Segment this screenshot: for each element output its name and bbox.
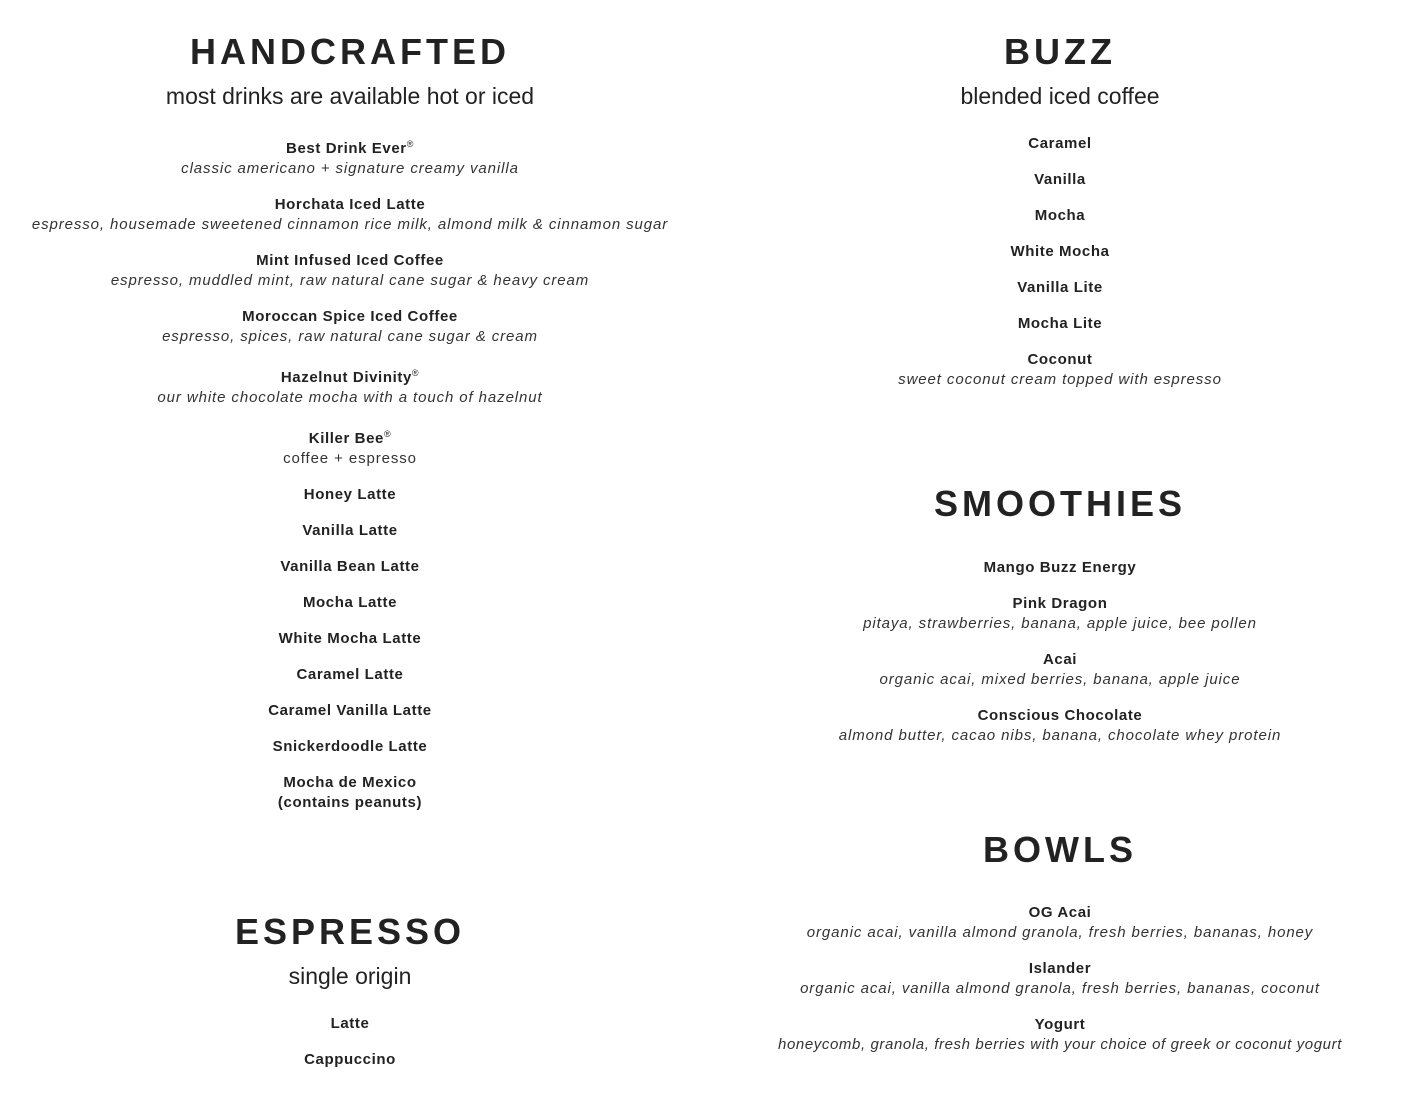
item-name: Conscious Chocolate	[977, 707, 1143, 724]
item-name: White Mocha	[1010, 243, 1110, 260]
item-name: Vanilla Latte	[302, 522, 398, 539]
item-name: Best Drink Ever®	[286, 139, 414, 157]
item-name: OG Acai	[1028, 904, 1092, 921]
smoothies-list	[730, 524, 1390, 762]
buzz-list	[730, 111, 1390, 406]
item-name: Moroccan Spice Iced Coffee	[242, 308, 458, 325]
item-name: Mocha Lite	[1017, 315, 1103, 332]
menu-item	[20, 1014, 680, 1050]
item-name: Coconut	[1027, 351, 1093, 368]
registered-mark: ®	[383, 429, 392, 439]
menu-item	[730, 959, 1390, 1015]
smoothies-section	[730, 484, 1390, 762]
menu-item	[730, 350, 1390, 406]
item-name: Killer Bee®	[308, 429, 392, 447]
item-description: classic americano + signature creamy vanilla	[181, 160, 519, 177]
item-description: espresso, muddled mint, raw natural cane sugar & heavy cream	[110, 272, 590, 289]
item-description: pitaya, strawberries, banana, apple juice, bee pollen	[863, 615, 1257, 632]
item-description: sweet coconut cream topped with espresso	[898, 371, 1222, 388]
menu-item	[20, 251, 680, 307]
menu-item	[20, 737, 680, 773]
item-name: Mint Infused Iced Coffee	[256, 252, 444, 269]
menu-item	[730, 242, 1390, 278]
menu-item	[730, 558, 1390, 594]
handcrafted-section	[20, 32, 680, 829]
smoothies-title: SMOOTHIES	[933, 483, 1187, 524]
item-description: organic acai, vanilla almond granola, fresh berries, bananas, honey	[806, 924, 1314, 941]
menu-item	[20, 521, 680, 557]
menu-item	[20, 701, 680, 737]
handcrafted-title: HANDCRAFTED	[190, 31, 510, 72]
menu-item	[730, 1015, 1390, 1071]
item-description: coffee + espresso	[283, 450, 417, 467]
item-name: Pink Dragon	[1012, 595, 1108, 612]
item-name: Caramel	[1028, 135, 1092, 152]
menu-item	[730, 903, 1390, 959]
menu-item	[730, 206, 1390, 242]
item-name: Islander	[1028, 960, 1092, 977]
item-name: Snickerdoodle Latte	[272, 738, 428, 755]
bowls-title: BOWLS	[983, 829, 1137, 870]
item-description: organic acai, mixed berries, banana, apple juice	[879, 671, 1241, 688]
item-name: Mango Buzz Energy	[983, 559, 1137, 576]
handcrafted-subtitle: most drinks are available hot or iced	[165, 83, 535, 109]
espresso-list	[20, 991, 680, 1086]
menu-item	[20, 629, 680, 665]
menu-item	[20, 1050, 680, 1086]
item-name: Latte	[330, 1015, 370, 1032]
item-note: (contains peanuts)	[277, 794, 423, 811]
espresso-title: ESPRESSO	[234, 911, 466, 952]
menu-item	[730, 170, 1390, 206]
menu-item	[730, 706, 1390, 762]
item-name: Horchata Iced Latte	[274, 196, 426, 213]
menu-item	[20, 307, 680, 363]
menu-item	[20, 557, 680, 593]
menu-item	[20, 195, 680, 251]
espresso-section	[20, 912, 680, 1086]
item-name: Vanilla	[1034, 171, 1086, 188]
item-name: Honey Latte	[303, 486, 397, 503]
buzz-subtitle: blended iced coffee	[960, 83, 1160, 109]
menu-item	[20, 665, 680, 701]
item-name: Yogurt	[1034, 1016, 1086, 1033]
menu-item	[20, 134, 680, 195]
buzz-section	[730, 32, 1390, 406]
bowls-list	[730, 870, 1390, 1071]
item-description: espresso, housemade sweetened cinnamon rice milk, almond milk & cinnamon sugar	[31, 216, 669, 233]
menu-item	[730, 314, 1390, 350]
menu-item	[730, 594, 1390, 650]
handcrafted-list	[20, 111, 680, 829]
item-description: organic acai, vanilla almond granola, fresh berries, bananas, coconut	[800, 980, 1320, 997]
item-name: Acai	[1042, 651, 1078, 668]
espresso-subtitle: single origin	[288, 963, 412, 989]
item-name: Caramel Latte	[296, 666, 404, 683]
item-name: Vanilla Lite	[1017, 279, 1103, 296]
item-description: honeycomb, granola, fresh berries with your choice of greek or coconut yogurt	[778, 1036, 1342, 1053]
item-name: Caramel Vanilla Latte	[268, 702, 432, 719]
menu-item	[20, 363, 680, 424]
item-description: our white chocolate mocha with a touch of hazelnut	[157, 389, 543, 406]
item-description: espresso, spices, raw natural cane sugar & cream	[162, 328, 538, 345]
menu-item	[20, 424, 680, 485]
menu-item	[20, 593, 680, 629]
menu-item	[730, 134, 1390, 170]
item-name: Mocha	[1034, 207, 1086, 224]
buzz-title: BUZZ	[1004, 31, 1116, 72]
item-description: almond butter, cacao nibs, banana, chocolate whey protein	[838, 727, 1282, 744]
item-name: Hazelnut Divinity®	[280, 368, 420, 386]
item-name: Mocha Latte	[302, 594, 398, 611]
item-name: White Mocha Latte	[278, 630, 422, 647]
registered-mark: ®	[411, 368, 420, 378]
menu-item	[730, 278, 1390, 314]
registered-mark: ®	[406, 139, 414, 149]
item-name: Mocha de Mexico	[283, 774, 417, 791]
item-name: Cappuccino	[304, 1051, 396, 1068]
bowls-section	[730, 830, 1390, 1071]
menu-item	[20, 485, 680, 521]
menu-item	[20, 773, 680, 829]
menu-item	[730, 650, 1390, 706]
item-name: Vanilla Bean Latte	[280, 558, 420, 575]
